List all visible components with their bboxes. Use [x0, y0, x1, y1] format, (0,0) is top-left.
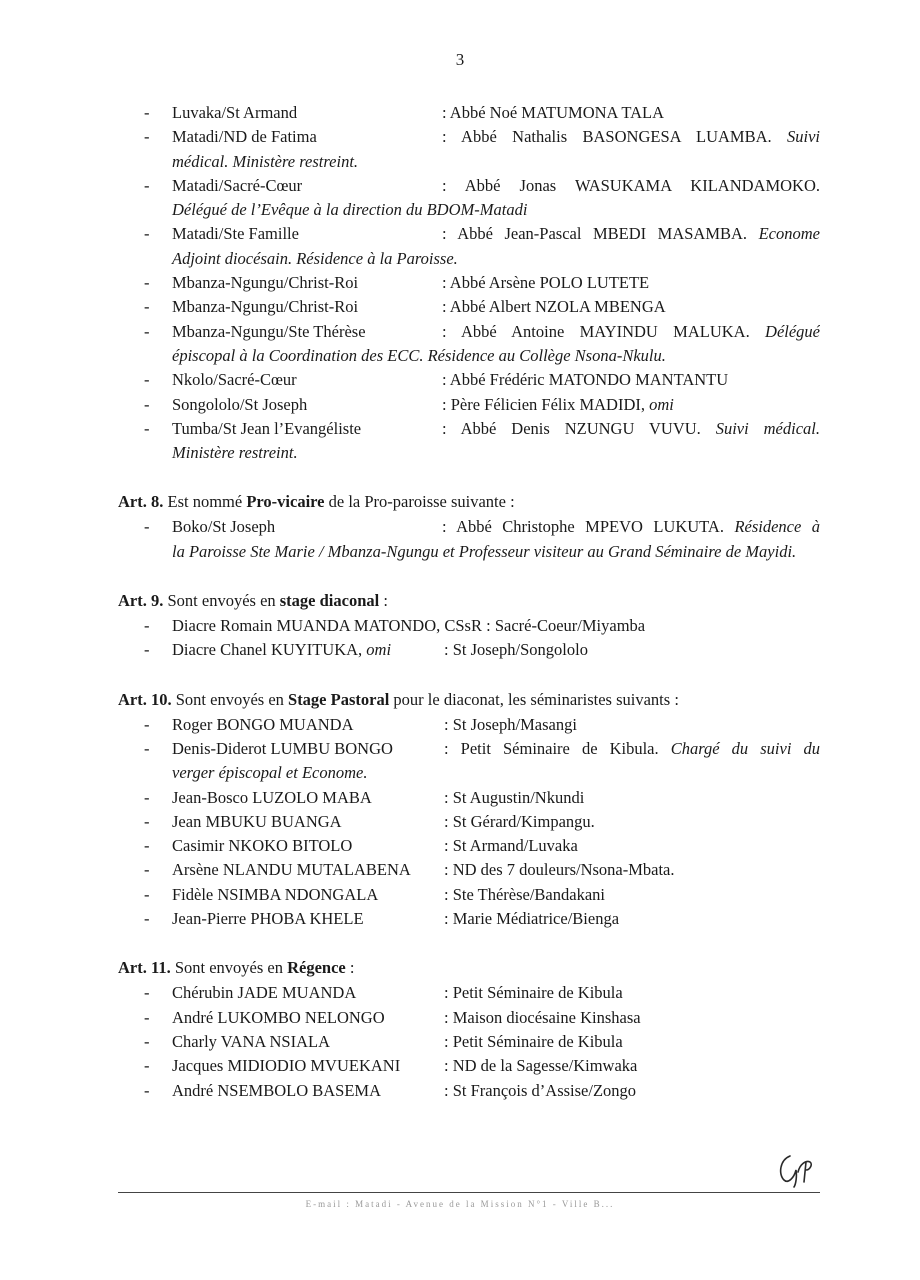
list-dash: - [144, 103, 150, 122]
assignee: : Abbé Noé MATUMONA TALA [442, 103, 665, 122]
list-dash: - [144, 175, 150, 195]
list-item [118, 1079, 820, 1103]
assignment-place: : Petit Séminaire de Kibula [444, 983, 623, 1003]
assignee: : Abbé Frédéric MATONDO MANTANTU [442, 370, 729, 390]
article-text: de la Pro-paroisse suivante : [324, 492, 515, 512]
list-item [118, 737, 820, 786]
parish-name: Tumba/St Jean l’Evangéliste [172, 418, 362, 438]
assignment-place: : St Armand/Luvaka [444, 836, 578, 856]
seminarian-name: Casimir NKOKO BITOLO [172, 836, 353, 856]
list-dash: - [144, 224, 150, 244]
list-item [118, 125, 820, 174]
list-dash: - [144, 394, 150, 414]
assignee-note: omi [649, 394, 674, 414]
list-item [118, 907, 820, 931]
assignment-place: : ND des 7 douleurs/Nsona-Mbata. [444, 860, 675, 880]
list-item [118, 883, 820, 907]
parish-name: Mbanza-Ngungu/Christ-Roi [172, 297, 359, 317]
list-item [118, 614, 820, 638]
assignment-place: : St François d’Assise/Zongo [444, 1080, 637, 1100]
assignment-list-top [118, 101, 820, 465]
list-dash: - [144, 884, 150, 904]
list-dash: - [144, 1031, 150, 1051]
parish-name: Boko/St Joseph [172, 517, 276, 537]
assignee: : Abbé Jean-Pascal MBEDI MASAMBA. Econome [442, 224, 820, 244]
assignee-note-continued: médical. Ministère restreint. [172, 151, 359, 171]
list-dash: - [144, 127, 150, 147]
parish-name: Nkolo/Sacré-Cœur [172, 370, 297, 390]
seminarian-name: Fidèle NSIMBA NDONGALA [172, 884, 379, 904]
article-text: Sont envoyés en [170, 958, 288, 978]
list-item [118, 393, 820, 417]
page-number: 3 [455, 50, 465, 69]
list-item [118, 368, 820, 392]
deacon-name: Diacre Chanel KUYITUKA, omi [172, 640, 392, 660]
list-item [118, 1054, 820, 1078]
list-item [118, 101, 820, 125]
seminarian-name: André LUKOMBO NELONGO [172, 1007, 385, 1027]
article-label: Art. 8. [118, 492, 164, 512]
list-dash: - [144, 297, 150, 317]
document-body [118, 101, 820, 1103]
seminarian-name: Roger BONGO MUANDA [172, 714, 354, 734]
footer-divider [118, 1192, 820, 1193]
deacon-assignment: Diacre Romain MUANDA MATONDO, CSsR : Sacré-Coeur/Miyamba [172, 616, 646, 636]
article-keyword: Régence [287, 958, 346, 978]
list-dash: - [144, 909, 150, 929]
seminarian-name: Jean MBUKU BUANGA [172, 811, 342, 831]
list-dash: - [144, 860, 150, 880]
article-text: Sont envoyés en [171, 689, 289, 709]
list-item [118, 713, 820, 737]
list-dash: - [144, 738, 150, 758]
signature-initials [776, 1152, 822, 1188]
article-text: Sont envoyés en [163, 591, 280, 611]
article-keyword: stage diaconal [279, 591, 380, 611]
list-item [118, 222, 820, 271]
article-label: Art. 10. [118, 689, 172, 709]
seminarian-name: Jean-Pierre PHOBA KHELE [172, 909, 364, 929]
assignee-note: Suivi [787, 127, 820, 147]
assignee: : Abbé Antoine MAYINDU MALUKA. Délégué [442, 321, 820, 341]
list-item [118, 320, 820, 369]
assignment-place: : St Joseph/Masangi [444, 714, 577, 734]
list-dash: - [144, 640, 150, 660]
seminarian-name: Chérubin JADE MUANDA [172, 983, 357, 1003]
assignee-note: Econome [758, 224, 820, 244]
list-dash: - [144, 1007, 150, 1027]
seminarian-name: Charly VANA NSIALA [172, 1031, 330, 1051]
list-dash: - [144, 273, 150, 293]
footer-address: E-mail : Matadi - Avenue de la Mission N°1 - Ville B... [305, 1199, 615, 1209]
list-item [118, 638, 820, 662]
assignee: : Abbé Arsène POLO LUTETE [442, 273, 650, 293]
assignee-note: Délégué [765, 321, 820, 341]
assignment-place: : St Augustin/Nkundi [444, 787, 585, 807]
list-dash: - [144, 714, 150, 734]
list-dash: - [144, 321, 150, 341]
list-item [118, 174, 820, 223]
article-text: Est nommé [163, 492, 247, 512]
assignee: : Abbé Albert NZOLA MBENGA [442, 297, 666, 317]
article-text: : [345, 958, 355, 978]
assignee-note-continued: épiscopal à la Coordination des ECC. Résidence au Collège Nsona-Nkulu. [172, 345, 666, 365]
list-dash: - [144, 370, 150, 390]
article-label: Art. 11. [118, 958, 171, 978]
list-dash: - [144, 418, 150, 438]
list-item [118, 810, 820, 834]
article-11-heading [118, 955, 820, 981]
assignee-note-continued: Ministère restreint. [172, 443, 298, 463]
parish-name: Luvaka/St Armand [172, 103, 298, 122]
assignee: : Abbé Jonas WASUKAMA KILANDAMOKO. [442, 175, 820, 195]
list-item [118, 834, 820, 858]
list-item [118, 515, 820, 564]
list-item [118, 1006, 820, 1030]
article-label: Art. 9. [118, 591, 164, 611]
list-item [118, 981, 820, 1005]
parish-name: Songololo/St Joseph [172, 394, 308, 414]
article-text: : [379, 591, 388, 611]
assignee: : Abbé Christophe MPEVO LUKUTA. Résidence à [442, 517, 820, 537]
assignment-place: : St Gérard/Kimpangu. [444, 811, 595, 831]
list-dash: - [144, 836, 150, 856]
list-item [118, 417, 820, 466]
assignment-place: : Maison diocésaine Kinshasa [444, 1007, 641, 1027]
list-dash: - [144, 983, 150, 1003]
article-10-heading [118, 687, 820, 713]
list-item [118, 295, 820, 319]
list-item [118, 271, 820, 295]
list-dash: - [144, 517, 150, 537]
seminarian-name: André NSEMBOLO BASEMA [172, 1080, 382, 1100]
parish-name: Mbanza-Ngungu/Ste Thérèse [172, 321, 366, 341]
assignee-note-continued: la Paroisse Ste Marie / Mbanza-Ngungu et Professeur visiteur au Grand Séminaire de Mayidi. [172, 541, 797, 561]
list-item [118, 1030, 820, 1054]
assignment-note: Chargé du suivi du [670, 738, 820, 758]
assignment-place: : Marie Médiatrice/Bienga [444, 909, 620, 929]
list-item [118, 786, 820, 810]
assignment-place: : Petit Séminaire de Kibula [444, 1031, 623, 1051]
article-9-heading [118, 588, 820, 614]
article-8-heading [118, 489, 820, 515]
list-dash: - [144, 787, 150, 807]
assignment-place: : Ste Thérèse/Bandakani [444, 884, 605, 904]
assignee-note-continued: Délégué de l’Evêque à la direction du BDOM-Matadi [172, 200, 528, 220]
list-dash: - [144, 616, 150, 636]
article-keyword: Stage Pastoral [288, 689, 390, 709]
seminarian-name: Denis-Diderot LUMBU BONGO [172, 738, 393, 758]
assignment-place: : Petit Séminaire de Kibula. Chargé du suivi du [444, 738, 820, 758]
parish-name: Matadi/Ste Famille [172, 224, 299, 244]
assignment-place: : ND de la Sagesse/Kimwaka [444, 1056, 638, 1076]
assignee-note-continued: Adjoint diocésain. Résidence à la Paroisse. [172, 248, 458, 268]
parish-name: Mbanza-Ngungu/Christ-Roi [172, 273, 359, 293]
assignee-note: Résidence à [734, 517, 820, 537]
parish-name: Matadi/ND de Fatima [172, 127, 317, 147]
article-keyword: Pro-vicaire [246, 492, 325, 512]
list-dash: - [144, 1080, 150, 1100]
parish-name: Matadi/Sacré-Cœur [172, 175, 303, 195]
article-text: pour le diaconat, les séminaristes suivants : [389, 689, 679, 709]
assignee: : Père Félicien Félix MADIDI, omi [442, 394, 674, 414]
assignment-place: : St Joseph/Songololo [444, 640, 588, 660]
seminarian-name: Jean-Bosco LUZOLO MABA [172, 787, 372, 807]
list-item [118, 858, 820, 882]
list-dash: - [144, 1056, 150, 1076]
assignee: : Abbé Denis NZUNGU VUVU. Suivi médical. [442, 418, 820, 438]
assignee: : Abbé Nathalis BASONGESA LUAMBA. Suivi [442, 127, 820, 147]
assignee-note: Suivi médical. [715, 418, 820, 438]
assignment-note-continued: verger épiscopal et Econome. [172, 763, 368, 783]
seminarian-name: Arsène NLANDU MUTALABENA [172, 860, 411, 880]
seminarian-name: Jacques MIDIODIO MVUEKANI [172, 1056, 401, 1076]
list-dash: - [144, 811, 150, 831]
